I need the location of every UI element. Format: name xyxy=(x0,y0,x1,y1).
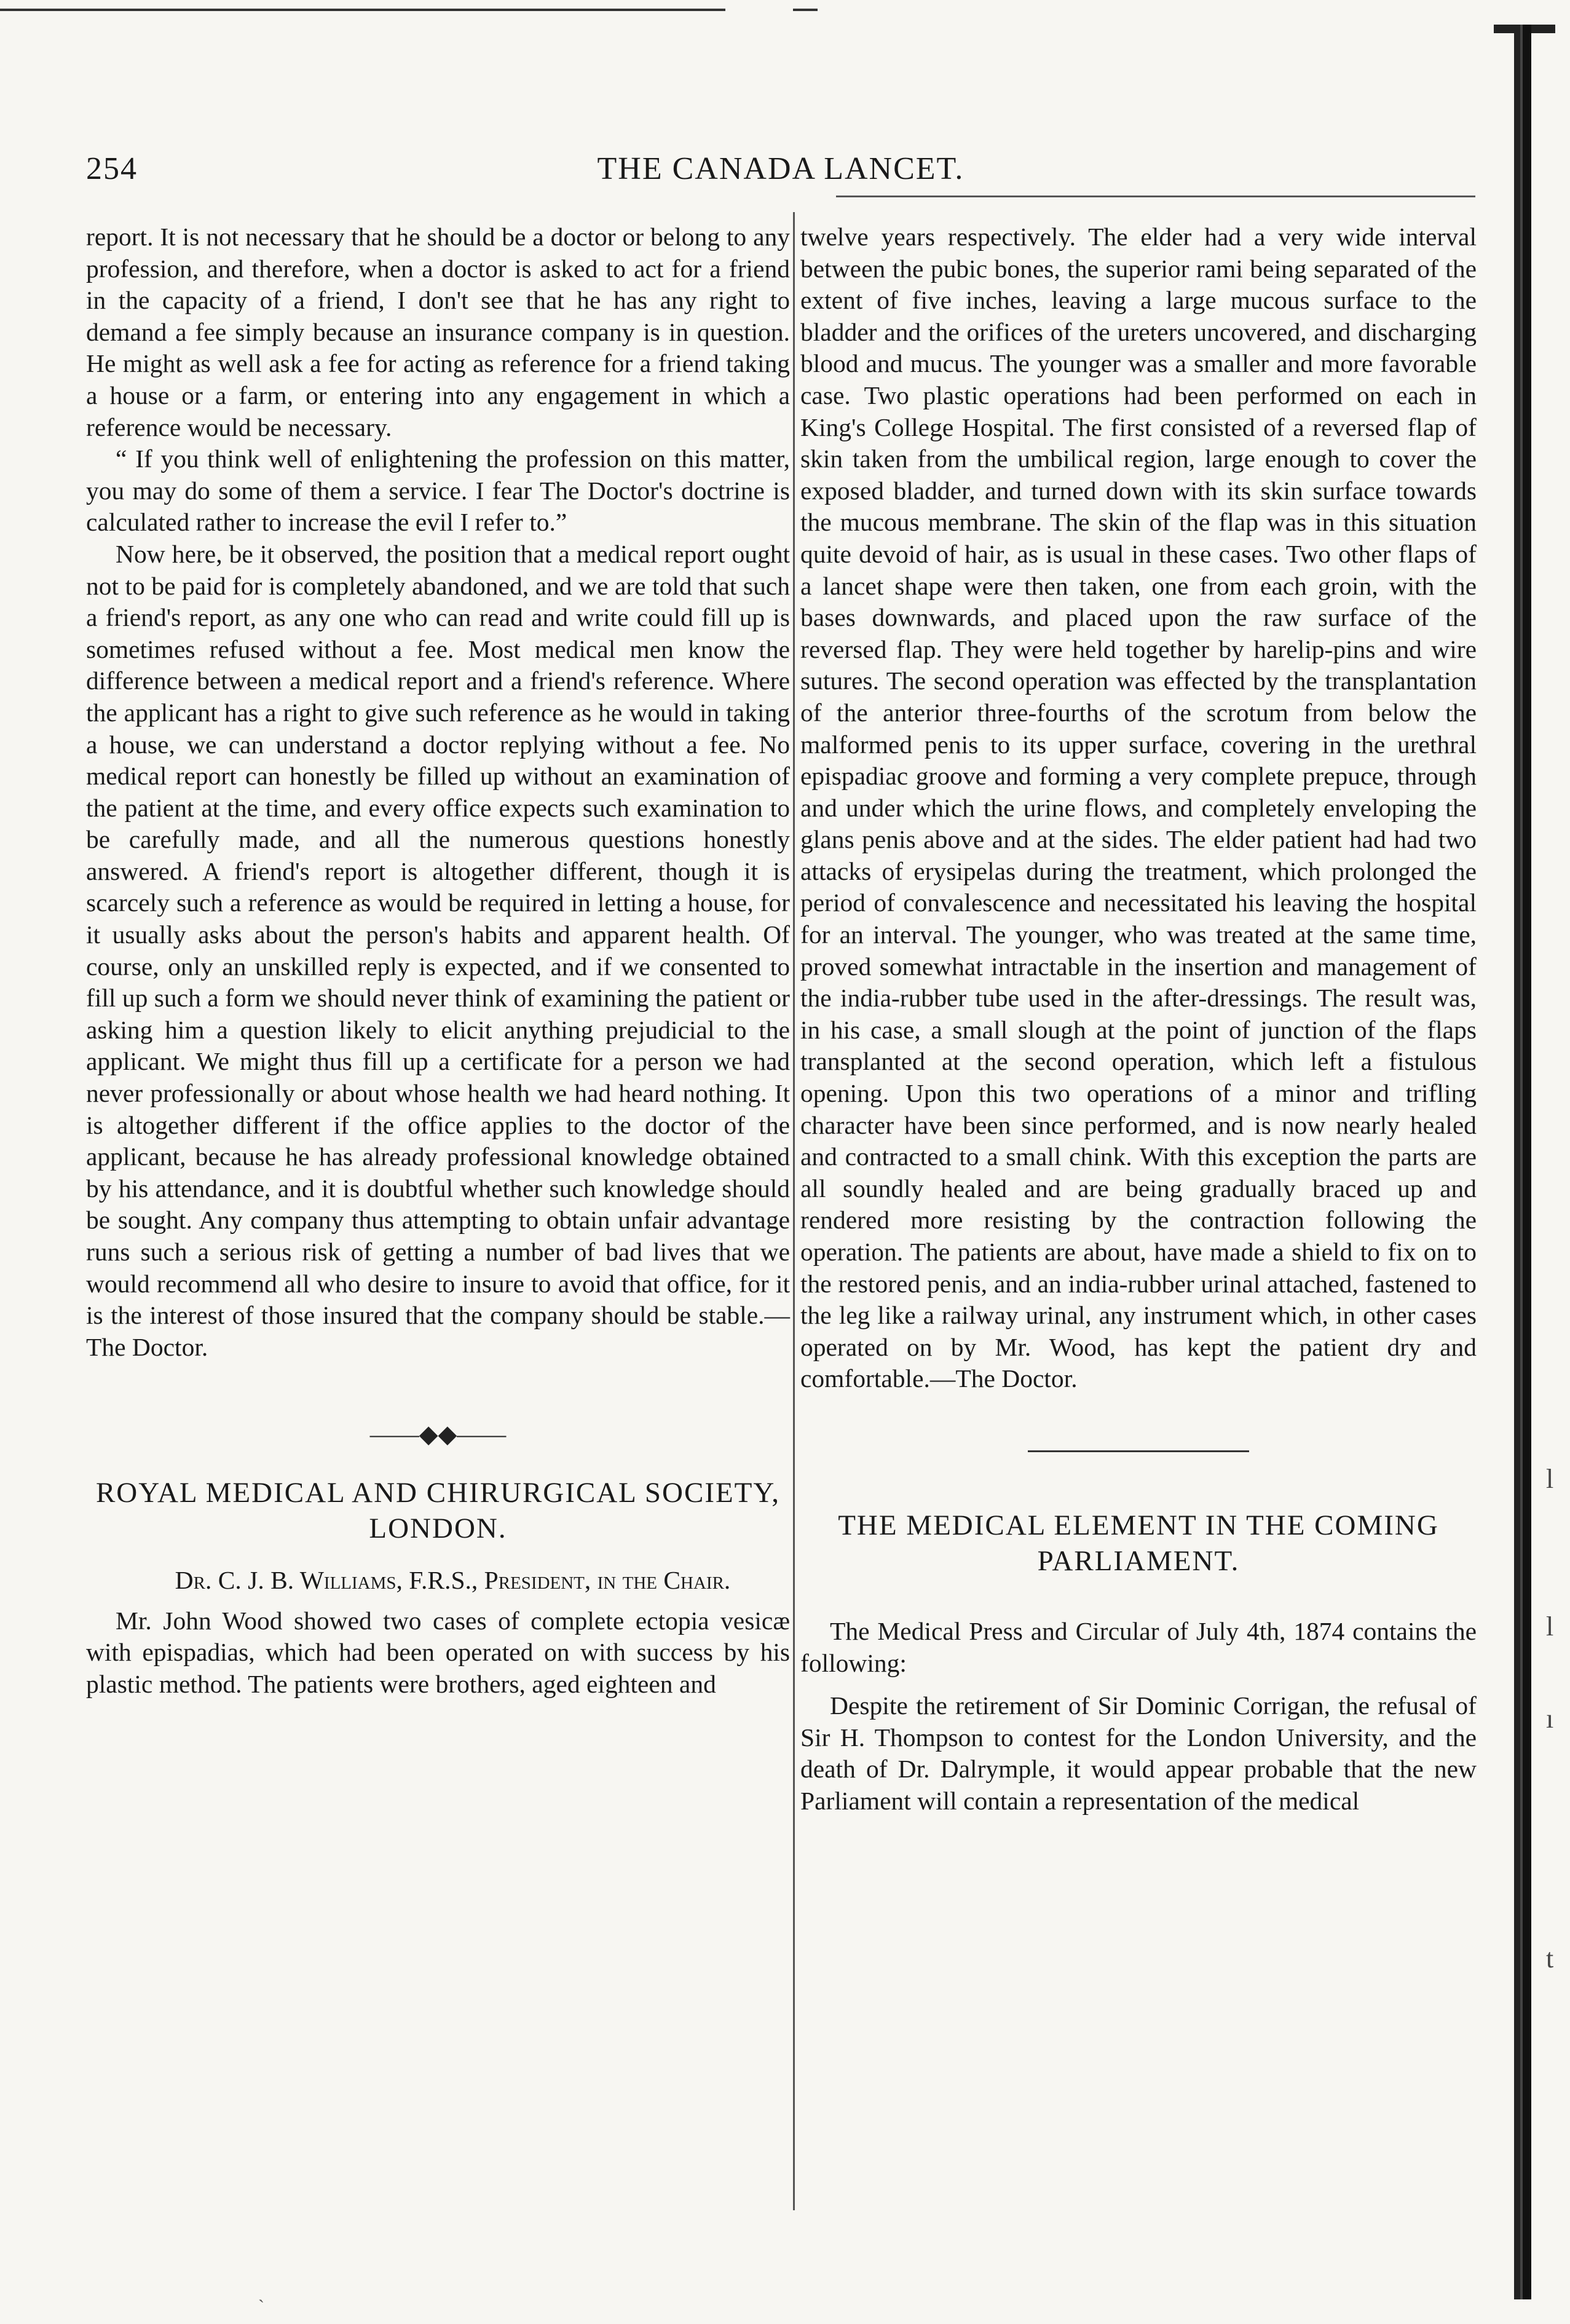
edge-mark: l xyxy=(1546,1611,1554,1642)
right-paragraph-1: twelve years respectively. The elder had a very wide interval between the pubic bones, the superior rami being separated of the extent of five inches, leaving a large mucous surface to the bladder and the orifices of the ureters uncovered, and discharging blood and mucus. The younger was a smaller and more favorable case. Two plastic operations had been performed on each in King's College Hospital. The first consisted of a reversed flap of skin taken from the umbilical region, large enough to cover the exposed bladder, and turned down with its skin surface towards the mucous membrane. The skin of the flap was in this situation quite devoid of hair, as is usual in these cases. Two other flaps of a lancet shape were then taken, one from each groin, with the bases downwards, and placed upon the raw surface of the reversed flap. They were held together by harelip-pins and wire sutures. The second operation was effected by the transplantation of the anterior three-fourths of the scrotum from below the malformed penis to its upper surface, covering in the urethral epispadiac groove and forming a very complete prepuce, through and under which the urine flows, and completely enveloping the glans penis above and at the sides. The elder patient had had two attacks of erysipelas during the treatment, which prolonged the period of convalescence and necessitated his leaving the hospital for an interval. The younger, who was treated at the same time, proved somewhat intractable in the insertion and management of the india-rubber tube used in the after-dressings. The result was, in his case, a small slough at the point of junction of the flaps transplanted at the second operation, which left a fistulous opening. Upon this two operations of a minor and trifling character have been since performed, and is now nearly healed and contracted to a small chink. With this exception the parts are all soundly healed and are being gradually braced up and rendered more resisting by the contraction following the operation. The patients are about, have made a shield to fix on to the restored penis, and an india-rubber urinal attached, fastened to the leg like a railway urinal, any instrument which, in other cases operated on by Mr. Wood, has kept the patient dry and comfortable.—The Doctor. xyxy=(800,223,1477,1393)
section-rule xyxy=(1028,1450,1249,1452)
left-paragraph-2: “ If you think well of enlightening the profession on this matter, you may do some of them a service. I fear The Doctor's doctrine is calculated rather to increase the evil I refer to.” xyxy=(86,445,790,537)
page-header xyxy=(80,151,1481,194)
page-number: 254 xyxy=(86,151,138,186)
header-rule xyxy=(836,196,1475,197)
section-heading-royal-society: ROYAL MEDICAL AND CHIRURGICAL SOCIETY, LONDON. xyxy=(95,1476,781,1544)
chair-line: Dr. C. J. B. Williams, F.R.S., President, in the Chair. xyxy=(175,1565,731,1594)
section-heading-medical-element: THE MEDICAL ELEMENT IN THE COMING PARLIAMENT. xyxy=(838,1509,1439,1577)
right-paragraph-2: The Medical Press and Circular of July 4th, 1874 contains the following: xyxy=(800,1616,1477,1677)
binding-edge-bar xyxy=(1514,25,1531,2299)
top-border-gap xyxy=(725,9,793,11)
edge-mark: l xyxy=(1546,1464,1554,1494)
right-column xyxy=(800,221,1477,1817)
section-ornament: ——◆◆—— xyxy=(369,1420,507,1449)
edge-mark: ı xyxy=(1546,1704,1554,1734)
print-mark: ` xyxy=(258,2296,264,2317)
left-paragraph-4: Mr. John Wood showed two cases of complete ectopia vesicæ with epispadias, which had been operated on with success by his plastic method. The patients were brothers, aged eighteen and xyxy=(86,1606,790,1698)
left-column xyxy=(86,221,790,1700)
top-border-line xyxy=(0,9,818,11)
column-divider xyxy=(793,212,795,2210)
edge-mark: t xyxy=(1546,1943,1554,1974)
running-title: THE CANADA LANCET. xyxy=(597,151,964,186)
right-paragraph-3: Despite the retirement of Sir Dominic Corrigan, the refusal of Sir H. Thompson to contest for the London University, and the death of Dr. Dalrymple, it would appear probable that the new Parliament will contain a representation of the medical xyxy=(800,1691,1477,1815)
left-paragraph-3: Now here, be it observed, the position that a medical report ought not to be paid for is completely abandoned, and we are told that such a friend's report, as any one who can read and write could fill up is sometimes refused without a fee. Most medical men know the difference between a medical report and a friend's reference. Where the applicant has a right to give such reference as he would in taking a house, we can understand a doctor replying without a fee. No medical report can honestly be filled up without an examination of the patient at the time, and every office expects such examination to be carefully made, and all the numerous questions honestly answered. A friend's report is altogether different, though it is scarcely such a reference as would be required in letting a house, for it usually asks about the person's habits and apparent health. Of course, only an unskilled reply is expected, and if we consented to fill up such a form we should never think of examining the patient or asking him a question likely to elicit anything prejudicial to the applicant. We might thus fill up a certificate for a person we had never professionally or about whose health we had heard nothing. It is altogether different if the office applies to the doctor of the applicant, because he has already professional knowledge obtained by his attendance, and it is doubtful whether such knowledge should be sought. Any company thus attempting to obtain unfair advantage runs such a serious risk of getting a number of bad lives that we would recommend all who desire to insure to avoid that office, for it is the interest of those insured that the company should be stable.—The Doctor. xyxy=(86,539,790,1361)
left-paragraph-1: report. It is not necessary that he should be a doctor or belong to any profession, and therefore, when a doctor is asked to act for a friend in the capacity of a friend, I don't see that he has any right to demand a fee simply because an insurance company is in question. He might as well ask a fee for acting as reference for a friend taking a house or a farm, or entering into any engagement in which a reference would be necessary. xyxy=(86,223,790,441)
